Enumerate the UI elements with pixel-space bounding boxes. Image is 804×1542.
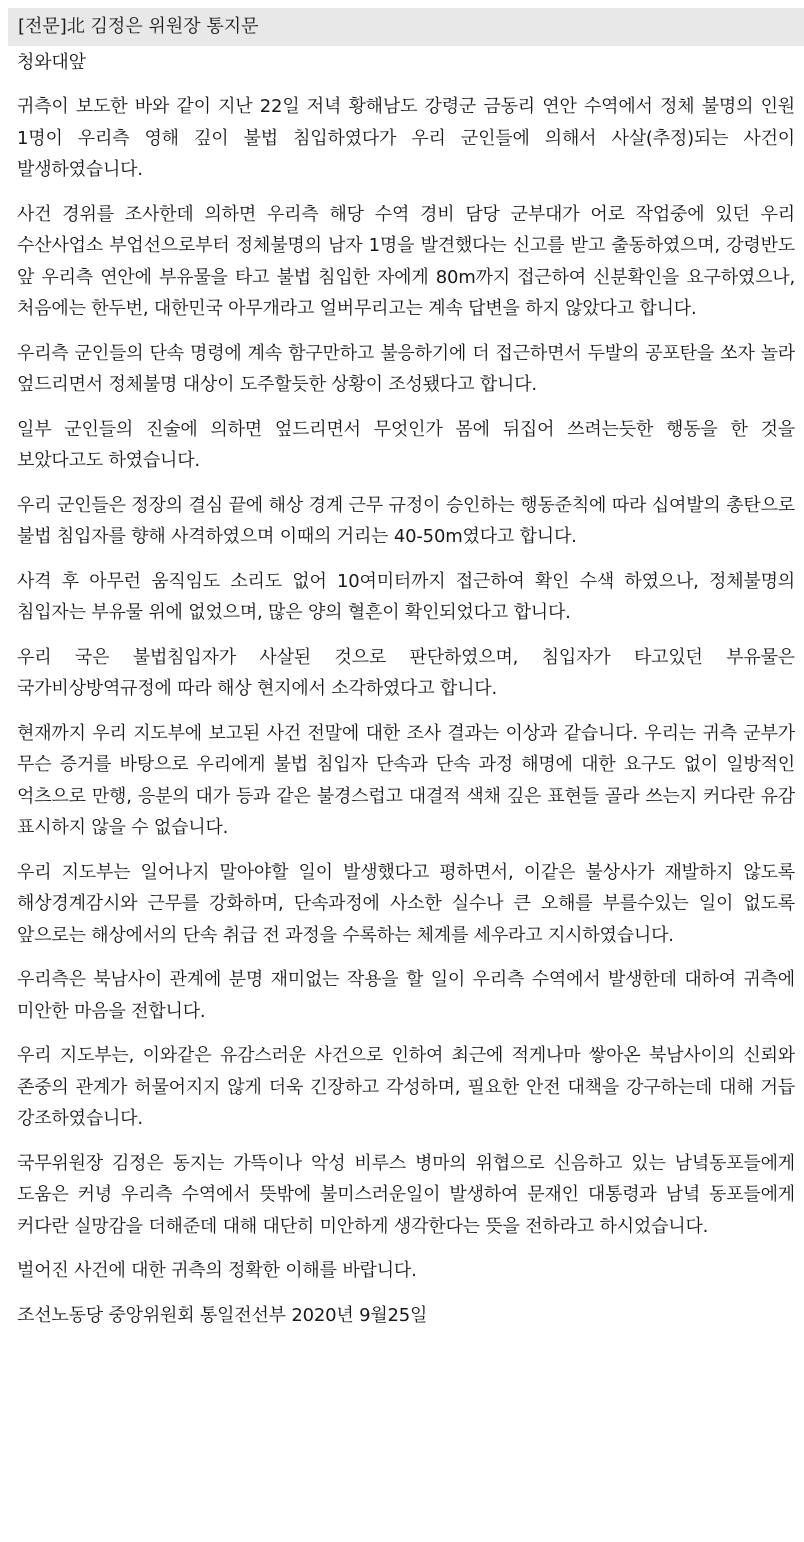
article-title: [전문]北 김정은 위원장 통지문 [18, 16, 259, 37]
paragraph-2: 사건 경위를 조사한데 의하면 우리측 해당 수역 경비 담당 군부대가 어로 작업중에 있던 우리 수산사업소 부업선으로부터 정체불명의 남자 1명을 발견했다는 신고를 받고 출동하였으며, 강령반도 앞 우리측 연안에 부유물을 타고 불법 침입한 자에게 80m까지 접근하여 신분확인을 요구하였으나, 처음에는 한두번, 대한민국 아무개라고 얼버무리고는 계속 답변을 하지 않았다고 합니다. [17, 203, 795, 319]
paragraph-9: 우리 지도부는 일어나지 말아야할 일이 발생했다고 평하면서, 이같은 불상사가 재발하지 않도록 해상경계감시와 근무를 강화하며, 단속과정에 사소한 실수나 큰 오해를 부를수있는 일이 없도록 앞으로는 해상에서의 단속 취급 전 과정을 수록하는 체계를 세우라고 지시하였습니다. [17, 861, 795, 946]
paragraph-3: 우리측 군인들의 단속 명령에 계속 함구만하고 불응하기에 더 접근하면서 두발의 공포탄을 쏘자 놀라 엎드리면서 정체불명 대상이 도주할듯한 상황이 조성됐다고 합니다. [17, 342, 795, 395]
paragraph-7: 우리 국은 불법침입자가 사살된 것으로 판단하였으며, 침입자가 타고있던 부유물은 국가비상방역규정에 따라 해상 현지에서 소각하였다고 합니다. [17, 646, 795, 699]
signature-line: 조선노동당 중앙위원회 통일전선부 2020년 9월25일 [17, 1304, 428, 1326]
article-title-bar [8, 8, 804, 46]
paragraph-13: 벌어진 사건에 대한 귀측의 정확한 이해를 바랍니다. [17, 1260, 417, 1281]
addressee: 청와대앞 [17, 52, 86, 73]
document-body [17, 47, 795, 1332]
paragraph-11: 우리 지도부는, 이와같은 유감스러운 사건으로 인하여 최근에 적게나마 쌓아온 북남사이의 신뢰와 존중의 관계가 허물어지지 않게 더욱 긴장하고 각성하며, 필요한 안전 대책을 강구하는데 대해 거듭 강조하였습니다. [17, 1045, 795, 1129]
paragraph-1: 귀측이 보도한 바와 같이 지난 22일 저녁 황해남도 강령군 금동리 연안 수역에서 정체 불명의 인원 1명이 우리측 영해 깊이 불법 침입하였다가 우리 군인들에 의해서 사살(추정)되는 사건이 발생하였습니다. [17, 96, 795, 180]
paragraph-6: 사격 후 아무런 움직임도 소리도 없어 10여미터까지 접근하여 확인 수색 하였으나, 정체불명의 침입자는 부유물 위에 없었으며, 많은 양의 혈흔이 확인되었다고 합니다. [17, 570, 795, 623]
paragraph-10: 우리측은 북남사이 관계에 분명 재미없는 작용을 할 일이 우리측 수역에서 발생한데 대하여 귀측에 미안한 마음을 전합니다. [17, 969, 795, 1022]
paragraph-5: 우리 군인들은 정장의 결심 끝에 해상 경계 근무 규정이 승인하는 행동준칙에 따라 십여발의 총탄으로 불법 침입자를 향해 사격하였으며 이때의 거리는 40-50m였다고 합니다. [17, 494, 795, 547]
paragraph-8: 현재까지 우리 지도부에 보고된 사건 전말에 대한 조사 결과는 이상과 같습니다. 우리는 귀측 군부가 무슨 증거를 바탕으로 우리에게 불법 침입자 단속과 단속 과정 해명에 대한 요구도 없이 일방적인 억츠으로 만행, 응분의 대가 등과 같은 불경스럽고 대결적 색채 깊은 표현들 골라 쓰는지 커다란 유감 표시하지 않을 수 없습니다. [17, 722, 795, 838]
paragraph-4: 일부 군인들의 진술에 의하면 엎드리면서 무엇인가 몸에 뒤집어 쓰려는듯한 행동을 한 것을 보았다고도 하였습니다. [17, 418, 795, 471]
paragraph-12: 국무위원장 김정은 동지는 가뜩이나 악성 비루스 병마의 위협으로 신음하고 있는 남녘동포들에게 도움은 커녕 우리측 수역에서 뜻밖에 불미스러운일이 발생하여 문재인 대통령과 남녘 동포들에게 커다란 실망감을 더해준데 대해 대단히 미안하게 생각한다는 뜻을 전하라고 하시었습니다. [17, 1152, 795, 1237]
